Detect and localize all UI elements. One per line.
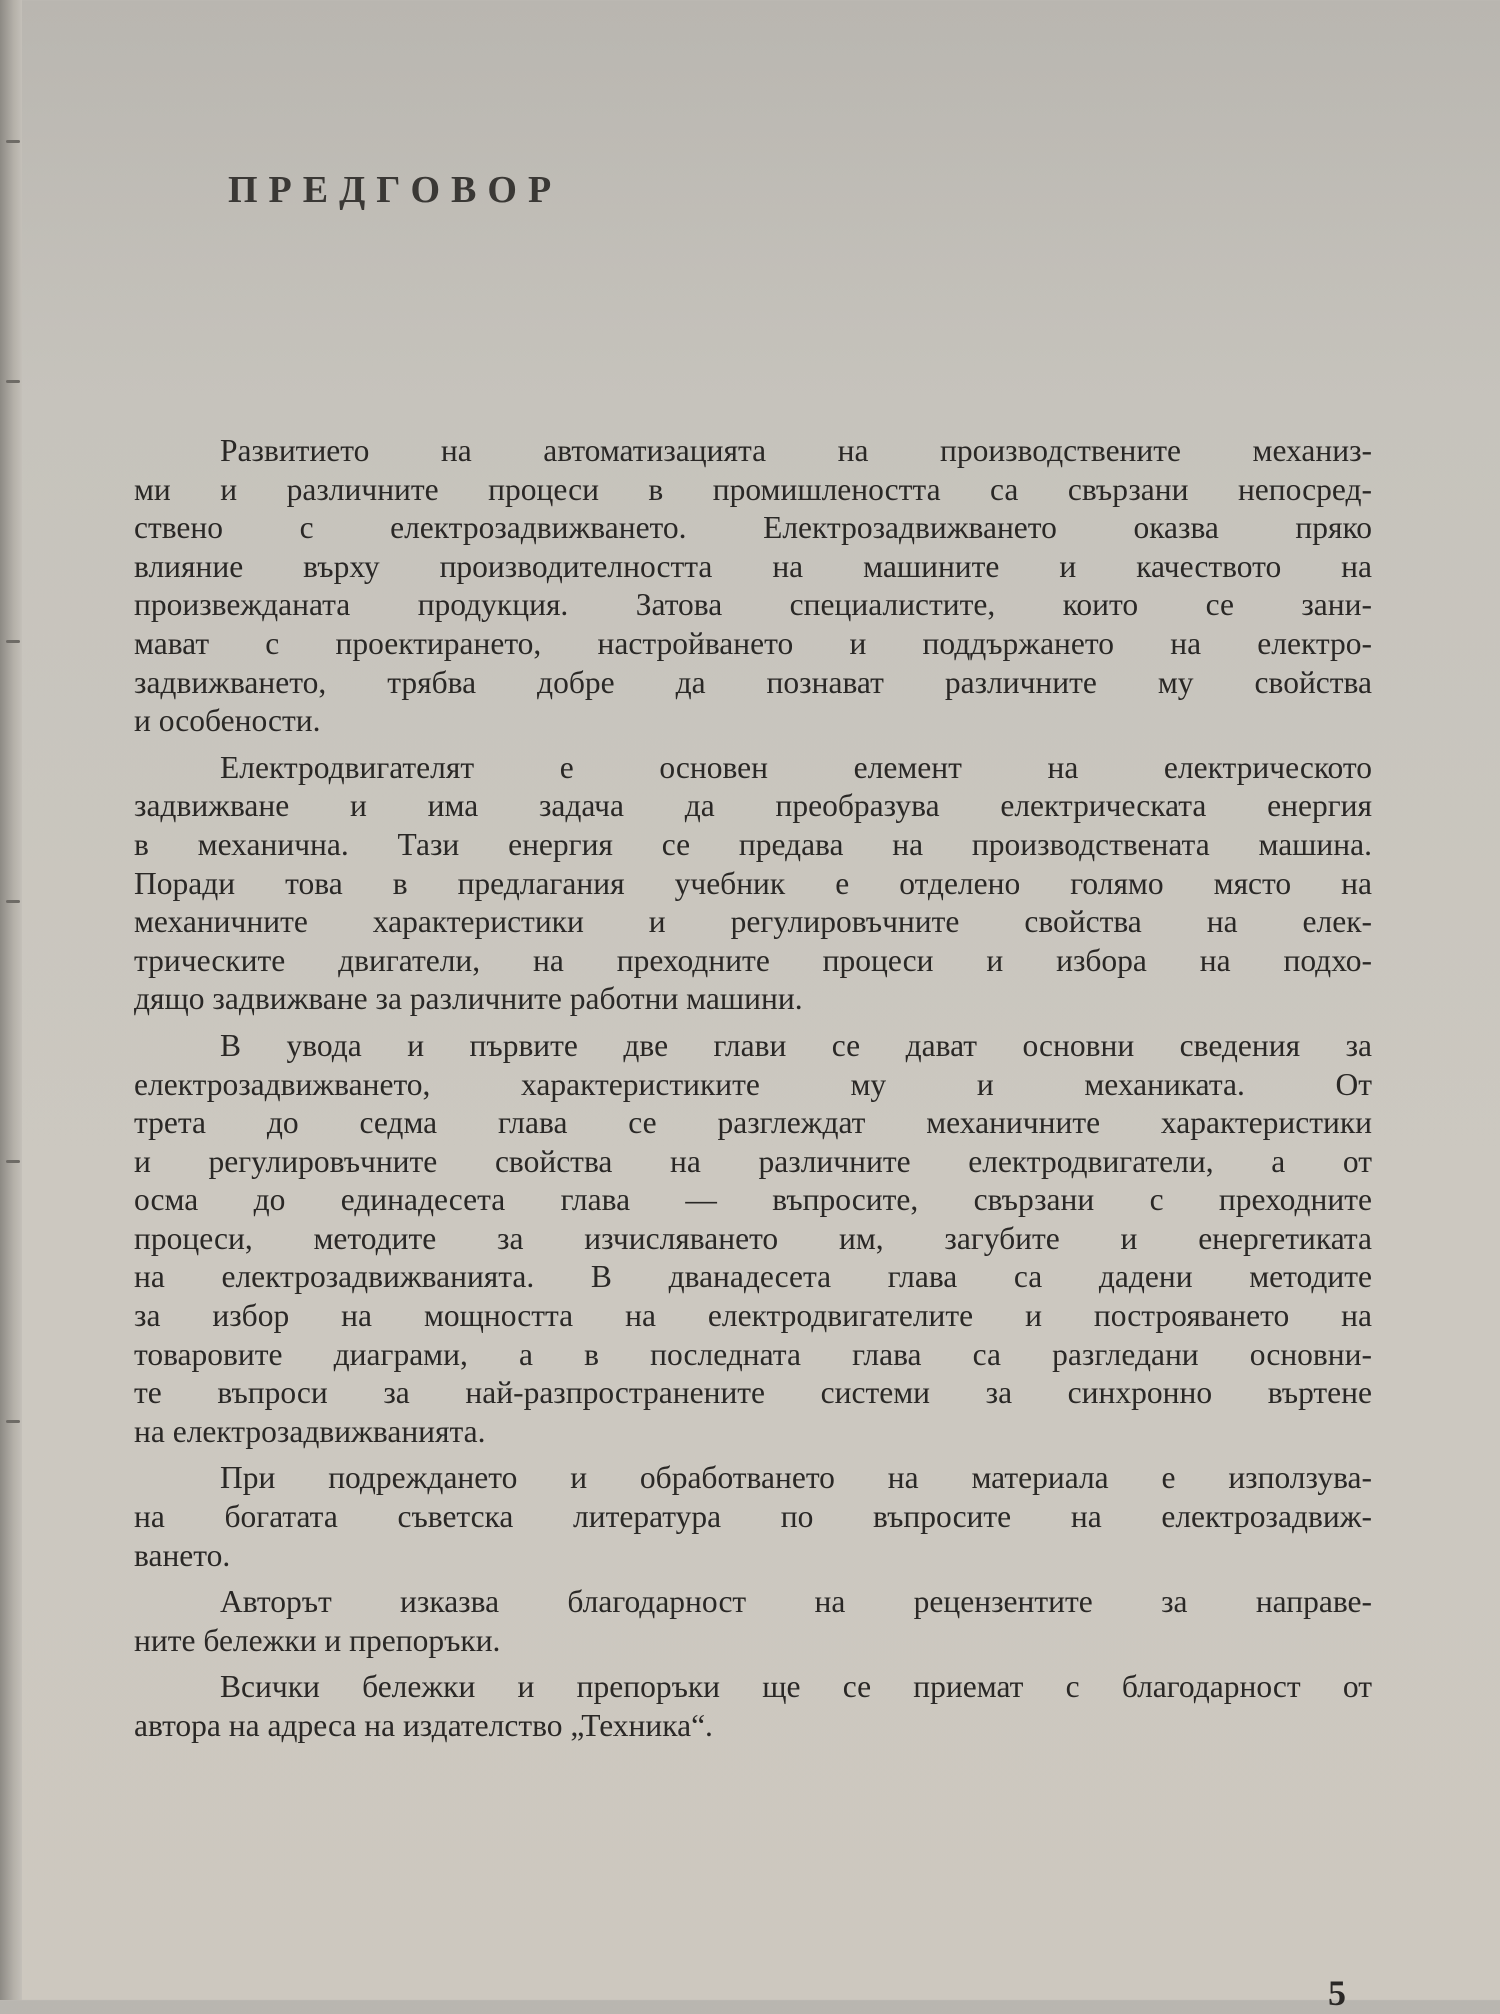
binding-hole [6,140,20,143]
text-line: трета до седма глава се разглеждат механичните характеристики [134,1105,1372,1141]
text-line: механичните характеристики и регулировъчните свойства на елек- [134,904,1372,940]
text-line: на електрозадвижванията. В дванадесета глава са дадени методите [134,1259,1372,1295]
paragraph [134,1668,1372,1745]
paragraph [134,1459,1372,1575]
text-line: осма до единадесета глава — въпросите, свързани с преходните [134,1182,1372,1218]
text-line: ствено с електрозадвижването. Електрозадвижването оказва пряко [134,510,1372,546]
text-line: процеси, методите за изчисляването им, загубите и енергетиката [134,1220,1372,1256]
text-line: влияние върху производителността на машините и качеството на [134,548,1372,584]
text-line: ните бележки и препоръки. [134,1622,501,1658]
text-line: В увода и първите две глави се дават основни сведения за [220,1027,1372,1063]
text-line: електрозадвижването, характеристиките му и механиката. От [134,1066,1372,1102]
binding-hole [6,1420,20,1423]
text-line: на богатата съветска литература по въпросите на електрозадвиж- [134,1499,1372,1535]
text-line: и регулировъчните свойства на различните електродвигатели, а от [134,1143,1372,1179]
text-line: товаровите диаграми, а в последната глава са разгледани основни- [134,1336,1372,1372]
text-line: дящо задвижване за различните работни машини. [134,981,803,1017]
body-text [134,432,1372,1754]
paragraph [134,432,1372,741]
page-title: ПРЕДГОВОР [228,169,563,211]
binding-hole [6,1160,20,1163]
text-line: трическите двигатели, на преходните процеси и избора на подхо- [134,942,1372,978]
text-line: произвежданата продукция. Затова специалистите, които се зани- [134,587,1372,623]
text-line: мават с проектирането, настройването и поддържането на електро- [134,625,1372,661]
text-line: в механична. Тази енергия се предава на производствената машина. [134,826,1372,862]
text-line: Развитието на автоматизацията на производствените механиз- [220,433,1372,468]
binding-hole [6,900,20,903]
binding-hole [6,380,20,383]
text-line: При подреждането и обработването на материала е използува- [220,1460,1372,1496]
text-line: Всички бележки и препоръки ще се приемат с благодарност от [220,1669,1372,1705]
page-number: 5 [1328,1973,1346,2013]
text-line: задвижване и има задача да преобразува електрическата енергия [134,788,1372,824]
book-spine [0,0,22,2000]
text-line: Електродвигателят е основен елемент на електрическото [220,749,1372,785]
text-line: и особености. [134,703,321,739]
text-line: Авторът изказва благодарност на рецензентите за направе- [220,1584,1372,1620]
binding-hole [6,640,20,643]
text-line: ми и различните процеси в промишлеността са свързани непосред- [134,471,1372,507]
paragraph [134,1583,1372,1660]
text-line: за избор на мощността на електродвигателите и построяването на [134,1298,1372,1334]
text-line: те въпроси за най-разпространените системи за синхронно въртене [134,1375,1372,1411]
paragraph [134,749,1372,1019]
text-line: задвижването, трябва добре да познават различните му свойства [134,664,1372,700]
text-line: на електрозадвижванията. [134,1413,486,1449]
paragraph [134,1027,1372,1452]
text-line: автора на адреса на издателство „Техника“. [134,1708,713,1743]
text-line: Поради това в предлагания учебник е отделено голямо място на [134,865,1372,901]
text-line: ването. [134,1537,231,1573]
